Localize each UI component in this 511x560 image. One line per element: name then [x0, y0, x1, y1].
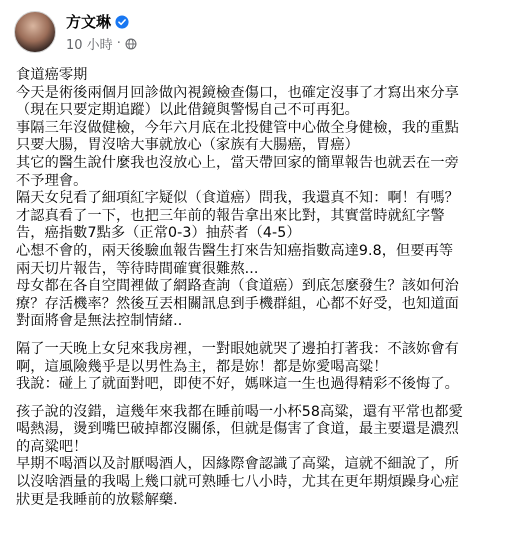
post-text-line: （現在只要定期追蹤）以此借鏡與警惕自己不可再犯。	[16, 102, 359, 119]
separator-dot: ·	[116, 36, 121, 51]
post-text-line: 療？存活機率？然後互丟相關訊息到手機群組，心都不好受，也知道面	[16, 295, 459, 312]
author-avatar[interactable]	[14, 11, 56, 53]
post-text-line: 只要大腸，胃沒啥大事就放心（家族有大腸癌，胃癌）	[16, 137, 359, 154]
post-text-line: 喝熱湯，燙到嘴巴破掉都沒關係，但就是傷害了食道，最主要還是濃烈	[16, 421, 459, 438]
post-text-line: 母女都在各自空間裡做了網路查詢（食道癌）到底怎麼發生？該如何治	[16, 278, 459, 295]
author-name[interactable]: 方文琳	[66, 13, 112, 31]
post-text-line: 其它的醫生說什麼我也沒放心上，當天帶回家的簡單報告也就丟在一旁	[16, 154, 459, 171]
post-paragraph	[16, 67, 498, 331]
post-text-line: 隔天女兒看了細項紅字疑似（食道癌）問我，我還真不知：啊！有嗎？	[16, 190, 459, 207]
post-text-line: 孩子說的沒錯，這幾年來我都在睡前喝一小杯58高粱，還有平常也都愛	[16, 403, 463, 420]
post-text-line: 早期不喝酒以及討厭喝酒人，因緣際會認識了高粱，這就不細說了，所	[16, 456, 459, 473]
post-paragraph	[16, 341, 498, 394]
post-paragraph	[16, 404, 498, 510]
post-text-line: 我說：碰上了就面對吧，即使不好，媽咪這一生也過得精彩不後悔了。	[16, 376, 459, 393]
globe-icon[interactable]	[125, 38, 137, 50]
post-timestamp[interactable]: 10 小時	[66, 38, 113, 53]
post-text-line: 以沒啥酒量的我喝上幾口就可熟睡七八小時，尤其在更年期煩躁身心症	[16, 474, 459, 491]
post-text-line: 的高粱吧！	[16, 438, 88, 455]
post-text-line: 今天是術後兩個月回診做內視鏡檢查傷口，也確定沒事了才寫出來分享	[16, 84, 459, 101]
post-text-line: 事隔三年沒做健檢，今年六月底在北投健管中心做全身健檢，我的重點	[16, 119, 459, 136]
post-text	[16, 67, 498, 519]
author-row	[66, 11, 137, 32]
post-text-line: 隔了一天晚上女兒來我房裡，一對眼她就哭了邊拍打著我：不該妳會有	[16, 340, 459, 357]
post-text-line: 對面將會是無法控制情緒..	[16, 313, 183, 330]
post-text-line: 告，癌指數7點多（正常0-3）抽菸者（4-5）	[16, 225, 301, 242]
post-subline	[66, 34, 137, 53]
post-text-line: 啊，這風險幾乎是以男性為主，都是妳！都是妳愛喝高粱！	[16, 358, 388, 375]
post-text-line: 狀更是我睡前的放鬆解藥.	[16, 491, 178, 508]
post-text-line: 食道癌零期	[16, 67, 88, 83]
post-text-line: 不予理會。	[16, 172, 88, 189]
post-header	[14, 10, 137, 54]
post-text-line: 心想不會的，兩天後驗血報告醫生打來告知癌指數高達9.8，但要再等	[16, 242, 454, 259]
post-meta	[66, 11, 137, 53]
verified-badge-icon	[115, 15, 129, 29]
post-text-line: 才認真看了一下，也把三年前的報告拿出來比對，其實當時就紅字警	[16, 207, 445, 224]
post-text-line: 兩天切片報告，等待時間確實很難熬...	[16, 260, 259, 277]
